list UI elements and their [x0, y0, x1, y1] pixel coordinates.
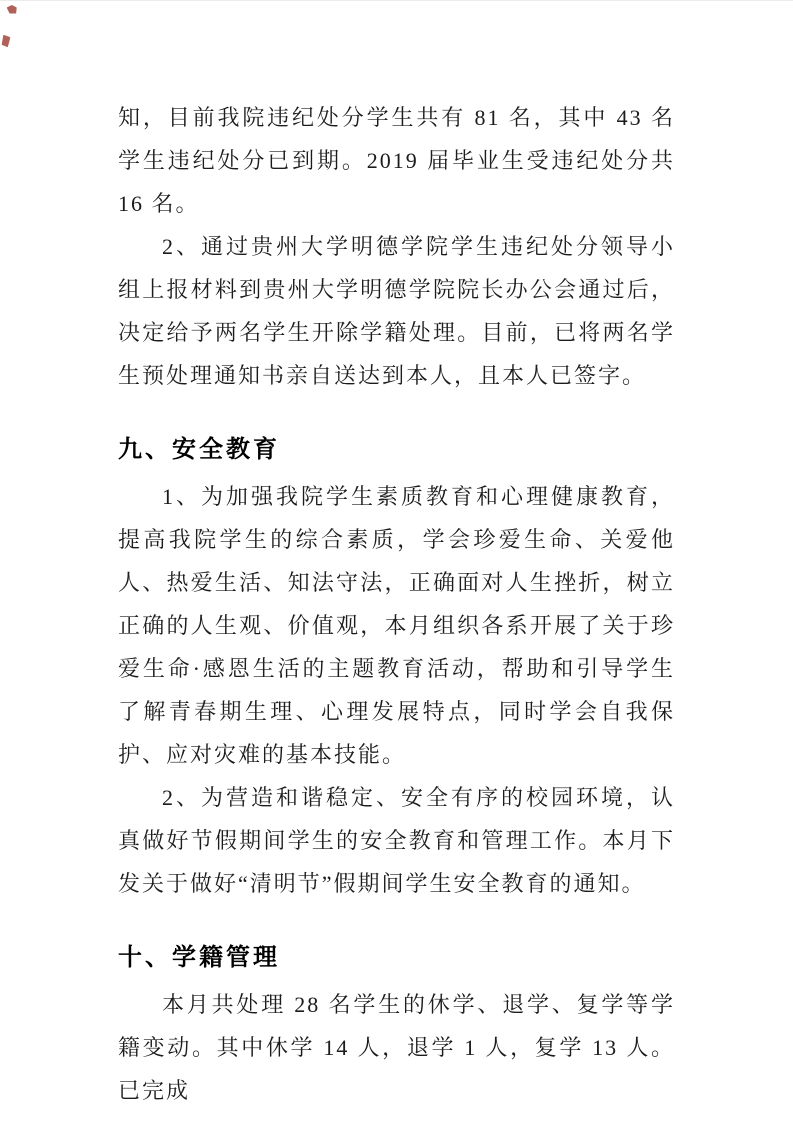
scan-artifact-mark	[1, 35, 10, 48]
scan-artifact-mark	[6, 4, 17, 14]
paragraph-student-status-changes: 本月共处理 28 名学生的休学、退学、复学等学籍变动。其中休学 14 人，退学 1 人，复学 13 人。已完成	[118, 992, 675, 1103]
document-content	[118, 96, 675, 1112]
paragraph-discipline-expulsion: 2、通过贵州大学明德学院学生违纪处分领导小组上报材料到贵州大学明德学院院长办公会通过后，决定给予两名学生开除学籍处理。目前，已将两名学生预处理通知书亲自送达到本人，且本人已签字。	[118, 234, 675, 388]
section-heading-safety-education: 九、安全教育	[118, 436, 280, 463]
paragraph-safety-education-item-1: 1、为加强我院学生素质教育和心理健康教育，提高我院学生的综合素质，学会珍爱生命、关爱他人、热爱生活、知法守法，正确面对人生挫折，树立正确的人生观、价值观，本月组织各系开展了关于珍爱生命·感恩生活的主题教育活动，帮助和引导学生了解青春期生理、心理发展特点，同时学会自我保护、应对灾难的基本技能。	[118, 484, 675, 767]
section-heading-student-status-management: 十、学籍管理	[118, 944, 280, 971]
paragraph-safety-education-item-2: 2、为营造和谐稳定、安全有序的校园环境，认真做好节假期间学生的安全教育和管理工作。本月下发关于做好“清明节”假期间学生安全教育的通知。	[118, 785, 675, 896]
paragraph-discipline-status-continued: 知，目前我院违纪处分学生共有 81 名，其中 43 名学生违纪处分已到期。2019 届毕业生受违纪处分共 16 名。	[118, 105, 675, 216]
